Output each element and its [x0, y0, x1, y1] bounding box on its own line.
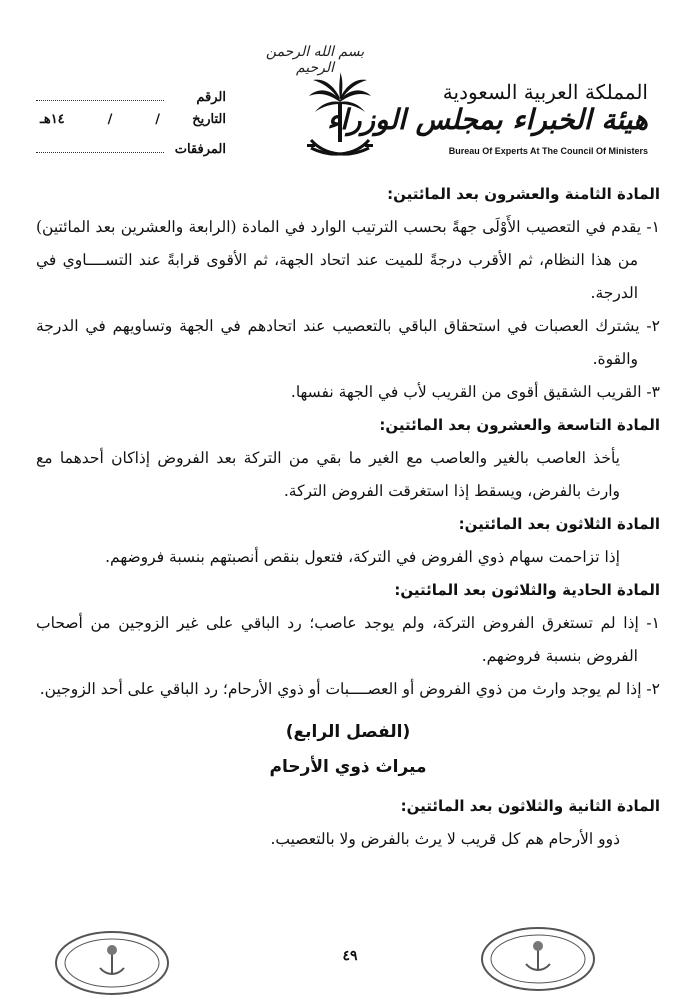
official-stamp-icon [478, 924, 598, 994]
article-232-text: ذوو الأرحام هم كل قريب لا يرث بالفرض ولا بالتعصيب. [270, 830, 620, 848]
article-229-text: يأخذ العاصب بالغير والعاصب مع الغير ما بقي من التركة بعد الفروض إذاكان أحدهما مع وارث بالفرض، ويسقط إذا استغرقت الفروض التركة. [36, 449, 620, 500]
bureau-name-english: Bureau Of Experts At The Council Of Ministers [448, 146, 648, 156]
date-field [36, 112, 164, 127]
article-228-item-1: ١- يقدم في التعصيب الأَوْلَى جهةً بحسب الترتيب الوارد في المادة (الرابعة والعشرين بعد المائتين) من هذا النظام، ثم الأقرب درجةً للميت عند اتحاد الجهة، ثم الأقوى قرابةً عند التســــاوي في الدرجة. [36, 218, 660, 302]
document-body [36, 178, 660, 856]
date-year: ١٤هـ [40, 112, 65, 127]
article-232-title: المادة الثانية والثلاثون بعد المائتين: [400, 797, 660, 815]
reference-block [36, 86, 226, 164]
article-231-item-2: ٢- إذا لم يوجد وارث من ذوي الفروض أو العصــــبات أو ذوي الأرحام؛ رد الباقي على أحد الزوجين. [39, 680, 660, 698]
bureau-name-arabic: هيئة الخبراء بمجلس الوزراء [327, 103, 648, 136]
number-row [36, 86, 226, 112]
chapter-subtitle: ميراث ذوي الأرحام [269, 757, 427, 777]
number-field [36, 86, 164, 101]
kingdom-name: المملكة العربية السعودية [442, 80, 648, 104]
chapter-title: (الفصل الرابع) [285, 722, 411, 742]
article-230-text: إذا تزاحمت سهام ذوي الفروض في التركة، فتعول بنقص أنصبتهم بنسبة فروضهم. [105, 548, 620, 566]
attachments-label: المرفقات [174, 142, 226, 157]
article-231-item-1: ١- إذا لم تستغرق الفروض التركة، ولم يوجد عاصب؛ رد الباقي على غير الزوجين من أصحاب الفروض بنسبة فروضهم. [36, 614, 660, 665]
article-228-item-2: ٢- يشترك العصبات في استحقاق الباقي بالتعصيب عند اتحادهم في الجهة وتساويهم في الدرجة والقوة. [36, 317, 660, 368]
page-number: ٤٩ [342, 948, 358, 964]
official-stamp-icon [52, 928, 172, 998]
attachments-row [36, 138, 226, 164]
article-231-title: المادة الحادية والثلاثون بعد المائتين: [394, 581, 660, 599]
date-slash: / [155, 112, 160, 127]
number-label: الرقم [196, 90, 226, 105]
bismillah: بسم الله الرحمن الرحيم [265, 44, 365, 76]
date-row [36, 112, 226, 138]
article-230-title: المادة الثلاثون بعد المائتين: [458, 515, 660, 533]
article-228-title: المادة الثامنة والعشرون بعد المائتين: [387, 185, 660, 203]
date-slash: / [107, 112, 113, 127]
attachments-field [36, 138, 164, 153]
article-229-title: المادة التاسعة والعشرون بعد المائتين: [379, 416, 660, 434]
date-label: التاريخ [192, 112, 226, 127]
article-228-item-3: ٣- القريب الشقيق أقوى من القريب لأب في الجهة نفسها. [290, 383, 660, 401]
